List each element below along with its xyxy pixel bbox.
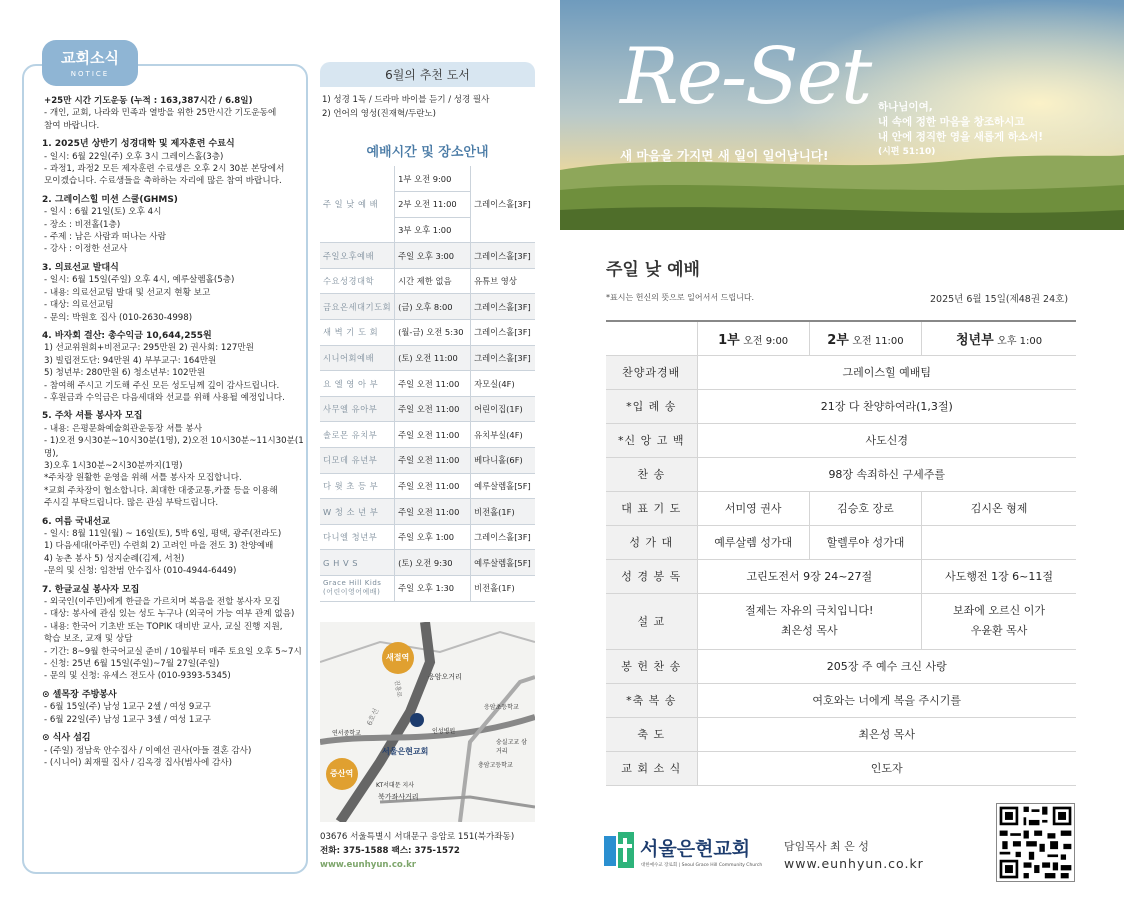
order-row: [606, 649, 1076, 683]
schedule-row: [320, 243, 535, 269]
map-label: 새절역: [386, 653, 410, 662]
notice-item: [42, 194, 304, 256]
notice-line: - 1)오전 9시30분~10시30분(1명), 2)오전 10시30분~11시30분(1명),: [44, 436, 304, 459]
schedule-table: [320, 166, 535, 602]
phone-line: 전화: 375-1588 팩스: 375-1572: [320, 846, 460, 856]
notice-line: 학습 보조, 교재 및 상담: [44, 634, 133, 645]
notice-subtitle: NOTICE: [70, 70, 110, 78]
notice-line: - 개인, 교회, 나라와 민족과 열방을 위한 25만시간 기도운동에: [44, 108, 277, 119]
notice-heading: 2. 그레이스힐 미션 스쿨(GHMS): [42, 194, 178, 205]
notice-line: - 일시 : 6월 21일(토) 오후 4시: [44, 207, 162, 218]
notice-line: - 일시: 8월 11일(월) ~ 16일(토), 5박 6일, 평택, 광주(전라도): [44, 529, 282, 539]
schedule-time: 2부 오전 11:00: [395, 192, 471, 218]
verse-line: 하나님이여,: [878, 101, 933, 113]
notice-line: - 일시: 6월 15일(주일) 오후 4시, 예루살렘홀(5층): [44, 275, 235, 286]
notice-line: - 내용: 의료선교팀 발대 및 선교지 현황 보고: [44, 287, 211, 298]
order-label: 찬 송: [606, 457, 697, 491]
order-label: 성 경 봉 독: [606, 559, 697, 593]
order-label: 찬양과경배: [606, 355, 697, 389]
notice-line: - 6월 22일(주) 남성 1교구 3셀 / 여성 1교구: [44, 714, 211, 725]
church-marker: [410, 713, 424, 727]
notice-line: - 신청: 25년 6월 15일(주일)~7월 27일(주일): [44, 659, 220, 670]
schedule-title: 예배시간 및 장소안내: [366, 145, 489, 160]
order-value: 21장 다 찬양하여라(1,3절): [697, 389, 1076, 423]
order-value: 할렐루야 성가대: [809, 525, 921, 559]
order-value: 사도신경: [697, 423, 1076, 457]
map-label: 충암고등학교: [478, 762, 513, 769]
schedule-name: 디모데 유년부: [320, 448, 395, 474]
order-value: 김승호 장로: [809, 491, 921, 525]
schedule-time: 3부 오후 1:00: [395, 217, 471, 243]
order-label: 봉 헌 찬 송: [606, 649, 697, 683]
order-row: [606, 491, 1076, 525]
order-label: 교 회 소 식: [606, 751, 697, 785]
notice-line: +25만 시간 기도운동 (누적 : 163,387시간 / 6.8일): [44, 96, 253, 106]
order-value: 사도행전 1장 6~11절: [922, 559, 1076, 593]
verse-line: 내 안에 정직한 영을 새롭게 하소서!: [878, 131, 1044, 143]
notice-line: - 문의 및 신청: 유세스 전도사 (010-9393-5345): [44, 671, 231, 682]
map-label: 숭실고교 삼거리: [496, 739, 527, 755]
schedule-row: [320, 166, 535, 192]
worship-order-table: [606, 320, 1076, 786]
order-row: [606, 683, 1076, 717]
schedule-name: 주 일 낮 예 배: [320, 166, 395, 243]
notice-line: - 장소 : 비전홀(1층): [44, 219, 121, 230]
schedule-row: [320, 448, 535, 474]
website-link[interactable]: www.eunhyun.co.kr: [320, 860, 417, 870]
order-label: 성 가 대: [606, 525, 697, 559]
order-row: [606, 559, 1076, 593]
schedule-name: 시니어회예배: [320, 345, 395, 371]
notice-item: [42, 95, 304, 132]
order-value: 김시온 형제: [922, 491, 1076, 525]
notice-item: [42, 689, 304, 726]
map-label: 6호선: [365, 707, 381, 727]
order-row: [606, 593, 1076, 649]
schedule-name: G H V S: [320, 550, 395, 576]
order-label: *신 앙 고 백: [606, 423, 697, 457]
map-drawing: [320, 622, 535, 822]
notice-title: 교회소식: [61, 49, 119, 67]
notice-line: - 대상: 봉사에 관심 있는 성도 누구나 (외국어 가능 여부 관계 없음): [44, 609, 295, 620]
notice-item: [42, 732, 304, 769]
church-address: [320, 830, 540, 872]
order-row: [606, 525, 1076, 559]
notice-line: - 강사 : 이정한 선교사: [44, 244, 128, 255]
worship-note: *표시는 헌신의 뜻으로 일어서서 드립니다.: [606, 293, 755, 302]
order-label: 대 표 기 도: [606, 491, 697, 525]
schedule-place: 그레이스홀[3F]: [471, 243, 535, 269]
schedule-place: 그레이스홀[3F]: [471, 320, 535, 346]
schedule-row: [320, 499, 535, 525]
schedule-time: (토) 오전 9:30: [395, 550, 471, 576]
notice-line: - (시니어) 최재필 집사 / 김옥경 집사(범사에 감사): [44, 757, 232, 768]
map-label: 인성병원: [432, 728, 456, 735]
map-label: KT서대문 지사: [376, 782, 415, 789]
schedule-name: 솔로몬 유치부: [320, 422, 395, 448]
map-label: 증산역: [330, 769, 354, 778]
order-value: 여호와는 너에게 복을 주시기를: [697, 683, 1076, 717]
order-label: *입 례 송: [606, 389, 697, 423]
order-row: [606, 717, 1076, 751]
map-label: 서울은현교회: [382, 747, 429, 756]
hero-banner: [560, 0, 1124, 230]
schedule-time: 주일 오후 1:30: [395, 576, 471, 602]
address-line: 03676 서울특별시 서대문구 응암로 151(북가좌동): [320, 832, 515, 842]
schedule-time: (월-금) 오전 5:30: [395, 320, 471, 346]
order-value: 최은성 목사: [697, 717, 1076, 751]
notice-line: - (주일) 정남욱 안수집사 / 이예선 권사(아들 결혼 감사): [44, 745, 252, 756]
notice-line: 1) 선교위원회+비전교구: 295만원 2) 권사회: 127만원: [44, 343, 254, 354]
schedule-place: 유치부실(4F): [471, 422, 535, 448]
notice-line: - 외국인(이주민)에게 한글을 가르치며 복음을 전할 봉사자 모집: [44, 597, 281, 608]
map-label: 북가좌사거리: [378, 793, 419, 801]
order-row: [606, 751, 1076, 785]
notice-line: *교회 주차장이 협소합니다. 최대한 대중교통,카풀 등을 이용해: [44, 485, 278, 496]
map-label: 응암초등학교: [484, 704, 519, 711]
map-label: 진흥로: [392, 679, 403, 698]
notice-line: 5) 청년부: 280만원 6) 청소년부: 102만원: [44, 368, 206, 379]
notice-line: - 주제 : 남은 사람과 떠나는 사람: [44, 232, 167, 243]
notice-heading: 3. 의료선교 발대식: [42, 262, 119, 273]
notice-item: [42, 262, 304, 324]
order-row: [606, 389, 1076, 423]
worship-title: 주일 낮 예배: [606, 260, 700, 280]
schedule-row: [320, 524, 535, 550]
book-item: 2) 언어의 영성(진재혁/두란노): [322, 109, 436, 119]
map-label: 연서중학교: [332, 730, 361, 737]
schedule-name: W 청 소 년 부: [320, 499, 395, 525]
order-value: [922, 525, 1076, 559]
schedule-row: [320, 396, 535, 422]
verse-line: 내 속에 정한 마음을 창조하시고: [878, 116, 1025, 128]
notice-heading: ⊙ 식사 섬김: [42, 733, 91, 744]
notice-item: [42, 516, 304, 578]
schedule-row: [320, 422, 535, 448]
hero-verse: [878, 100, 1043, 160]
schedule-row: [320, 473, 535, 499]
header-blank: [606, 321, 697, 355]
notice-line: - 6월 15일(주) 남성 1교구 2셀 / 여성 9교구: [44, 702, 211, 713]
book-list: [320, 87, 535, 121]
notice-line: 모이겠습니다. 수료생들을 축하하는 자리에 많은 참여 바랍니다.: [44, 176, 282, 187]
schedule-place: 예루살렘홀[5F]: [471, 473, 535, 499]
schedule-name: 금요온세대기도회: [320, 294, 395, 320]
service-2: 2부 오전 11:00: [809, 321, 921, 355]
schedule-place: 예루살렘홀[5F]: [471, 550, 535, 576]
sermon-main: 절제는 자유의 극치입니다! 최은성 목사: [697, 593, 922, 649]
church-name: 서울은현교회: [640, 838, 751, 860]
schedule-time: 주일 오전 11:00: [395, 396, 471, 422]
schedule-place: 비전홀(1F): [471, 499, 535, 525]
schedule-row: [320, 268, 535, 294]
hero-subtitle: 새 마음을 가지면 새 일이 일어납니다!: [620, 148, 829, 163]
schedule-name: 다 윗 초 등 부: [320, 473, 395, 499]
order-row: [606, 355, 1076, 389]
notice-line: 1) 다음세대(아주민) 수련회 2) 고려인 마을 전도 3) 찬양예배: [44, 541, 274, 552]
notice-line: 4) 농촌 봉사 5) 성지순례(김제, 서천): [44, 553, 185, 564]
qr-code-icon[interactable]: [996, 803, 1075, 882]
worship-date: 2025년 6월 15일(제48권 24호): [930, 294, 1069, 305]
verse-ref: (시편 51:10): [878, 147, 936, 157]
schedule-name: 주일오후예배: [320, 243, 395, 269]
service-header-row: [606, 321, 1076, 355]
schedule-row: [320, 320, 535, 346]
notice-item: [42, 330, 304, 404]
footer-website[interactable]: www.eunhyun.co.kr: [784, 856, 924, 871]
notice-heading: 6. 여름 국내선교: [42, 516, 111, 527]
schedule-name: 사무엘 유아부: [320, 396, 395, 422]
schedule-place: 비전홀(1F): [471, 576, 535, 602]
schedule-row: [320, 576, 535, 602]
service-1: 1부 오전 9:00: [697, 321, 809, 355]
service-youth: 청년부 오후 1:00: [922, 321, 1076, 355]
location-map: [320, 622, 535, 822]
order-value: 205장 주 예수 크신 사랑: [697, 649, 1076, 683]
notice-line: - 참여해 주시고 기도해 주신 모든 성도님께 깊이 감사드립니다.: [44, 380, 280, 391]
order-label: 축 도: [606, 717, 697, 751]
notice-line: - 내용: 은평문화예술회관운동장 셔틀 봉사: [44, 423, 203, 434]
schedule-time: 주일 오전 11:00: [395, 422, 471, 448]
schedule-time: (토) 오전 11:00: [395, 345, 471, 371]
schedule-place: 유튜브 영상: [471, 268, 535, 294]
schedule-place: 그레이스홀[3F]: [471, 345, 535, 371]
church-logo-icon: [604, 832, 634, 868]
schedule-name: Grace Hill Kids (어린이영어예배): [320, 576, 395, 602]
order-value: 그레이스힐 예배팀: [697, 355, 1076, 389]
schedule-place: 베다니홀(6F): [471, 448, 535, 474]
schedule-time: 주일 오전 11:00: [395, 448, 471, 474]
schedule-name: 요 엘 영 아 부: [320, 371, 395, 397]
schedule-place: 그레이스홀[3F]: [471, 294, 535, 320]
order-label: *축 복 송: [606, 683, 697, 717]
schedule-place: 어린이집(1F): [471, 396, 535, 422]
notice-line: - 대상: 의료선교팀: [44, 300, 114, 311]
notice-heading: 1. 2025년 상반기 성경대학 및 제자훈련 수료식: [42, 139, 235, 150]
notice-item: [42, 584, 304, 683]
schedule-row: [320, 371, 535, 397]
hero-title: Re-Set: [620, 32, 871, 122]
notice-line: *주차장 원활한 운영을 위해 셔틀 봉사자 모집합니다.: [44, 473, 242, 484]
order-value: 인도자: [697, 751, 1076, 785]
schedule-place: 그레이스홀[3F]: [471, 524, 535, 550]
notice-line: - 후원금과 수익금은 다음세대와 선교를 위해 사용될 예정입니다.: [44, 392, 285, 403]
map-label: 응암오거리: [428, 673, 462, 681]
order-value: 서미영 권사: [697, 491, 809, 525]
schedule-time: 주일 오후 3:00: [395, 243, 471, 269]
schedule-name: 새 벽 기 도 회: [320, 320, 395, 346]
notice-line: - 내용: 한국어 기초반 또는 TOPIK 대비반 교사, 교실 진행 지원,: [44, 621, 283, 632]
notice-line: 참여 바랍니다.: [44, 120, 100, 131]
schedule-row: [320, 294, 535, 320]
notice-item: [42, 410, 304, 509]
schedule-time: 시간 제한 없음: [395, 268, 471, 294]
schedule-time: 주일 오전 11:00: [395, 371, 471, 397]
notice-line: -문의 및 신청: 임찬범 안수집사 (010-4944-6449): [44, 566, 237, 577]
notice-heading: 7. 한글교실 봉사자 모집: [42, 584, 140, 595]
schedule-place: 그레이스홀[3F]: [471, 166, 535, 243]
notice-heading: ⊙ 셀목장 주방봉사: [42, 689, 117, 700]
schedule-time: 1부 오전 9:00: [395, 166, 471, 192]
pastor-name: 담임목사 최 은 성: [784, 840, 869, 853]
notice-heading: 4. 바자회 결산: 총수익금 10,644,255원: [42, 330, 212, 341]
notice-line: - 과정1, 과정2 모든 제자훈련 수료생은 오후 2시 30분 본당에서: [44, 164, 285, 175]
schedule-time: 주일 오후 1:00: [395, 524, 471, 550]
info-column: [320, 62, 535, 602]
notice-line: 3) 빌립전도단: 94만원 4) 부부교구: 164만원: [44, 355, 217, 366]
notice-line: 3)오후 1시30분~2시30분까지(1명): [44, 460, 183, 471]
notice-tab: [42, 40, 138, 86]
schedule-time: (금) 오후 8:00: [395, 294, 471, 320]
book-item: 1) 성경 1독 / 드라마 바이블 듣기 / 성경 필사: [322, 95, 490, 105]
notice-line: - 기간: 8~9월 한국어교실 준비 / 10월부터 매주 토요일 오후 5~7시: [44, 646, 302, 657]
notice-line: - 일시: 6월 22일(주) 오후 3시 그레이스홀(3층): [44, 151, 224, 162]
schedule-row: [320, 345, 535, 371]
notice-heading: 5. 주차 셔틀 봉사자 모집: [42, 411, 143, 422]
schedule-name: 다니엘 청년부: [320, 524, 395, 550]
church-english-name: 대한예수교 장로회 | Seoul Grace Hill Community Church: [641, 863, 763, 868]
book-title: 6월의 추천 도서: [320, 62, 535, 87]
schedule-time: 주일 오전 11:00: [395, 473, 471, 499]
schedule-name: 수요성경대학: [320, 268, 395, 294]
sermon-youth: 보좌에 오르신 이가 우윤환 목사: [922, 593, 1076, 649]
notice-list: [42, 95, 304, 775]
order-label: 설 교: [606, 593, 697, 649]
schedule-place: 자모실(4F): [471, 371, 535, 397]
notice-item: [42, 138, 304, 188]
notice-line: 주시길 부탁드립니다. 많은 관심 부탁드립니다.: [44, 498, 219, 509]
order-value: 고린도전서 9장 24~27절: [697, 559, 922, 593]
order-row: [606, 457, 1076, 491]
order-row: [606, 423, 1076, 457]
order-value: 예루살렘 성가대: [697, 525, 809, 559]
order-value: 98장 속죄하신 구세주를: [697, 457, 1076, 491]
schedule-row: [320, 550, 535, 576]
notice-line: - 문의: 박원호 집사 (010-2630-4998): [44, 312, 193, 323]
schedule-time: 주일 오전 11:00: [395, 499, 471, 525]
